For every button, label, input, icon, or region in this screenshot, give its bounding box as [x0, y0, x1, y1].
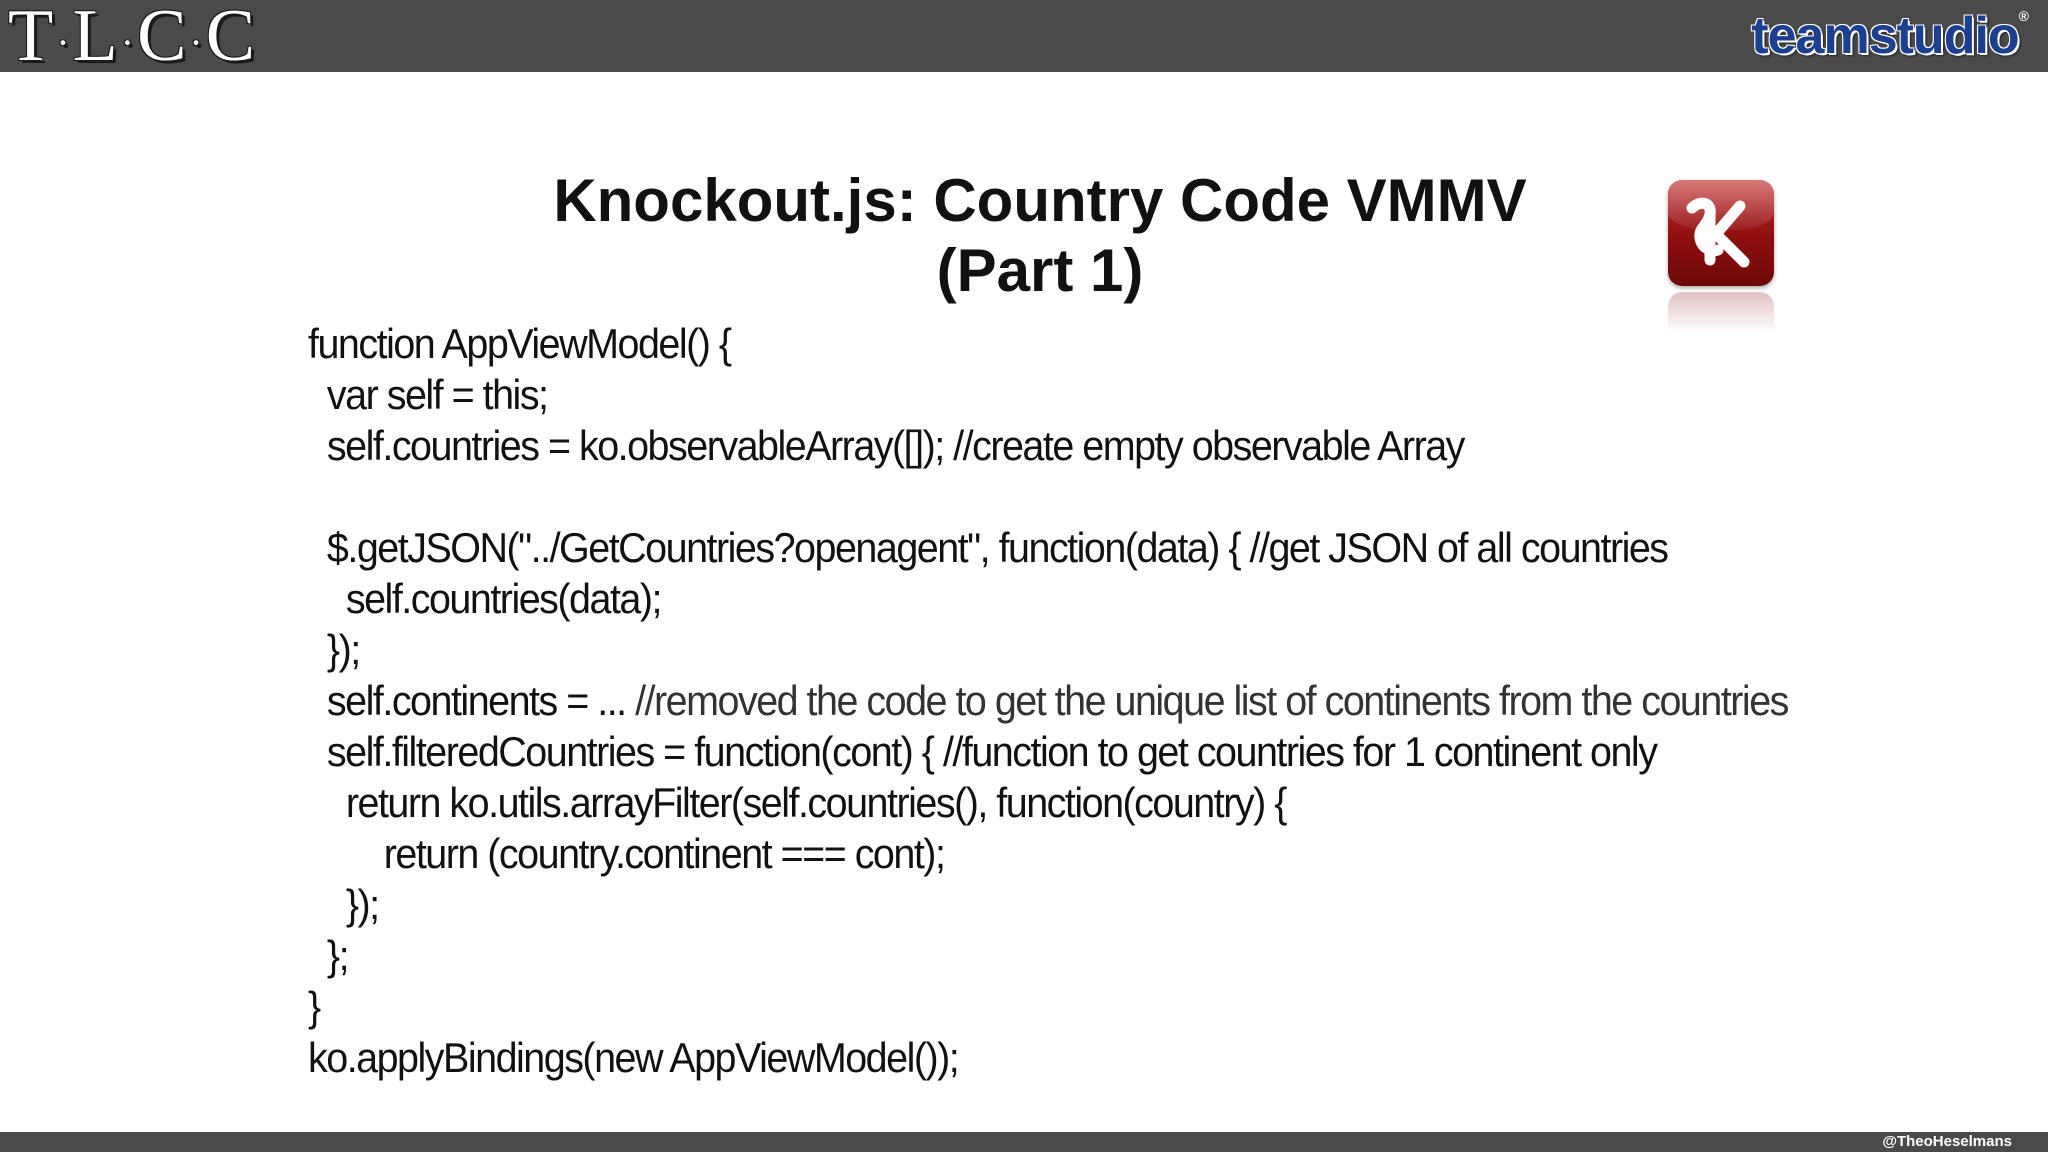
tlcc-letter-c: C	[205, 0, 257, 77]
knockout-k-glyph	[1678, 190, 1764, 276]
code-line: self.countries = ko.observableArray([]); //create empty observable Array	[308, 422, 1464, 469]
tlcc-letter-l: L	[72, 0, 119, 77]
code-line: return ko.utils.arrayFilter(self.countries(), function(country) {	[308, 779, 1286, 826]
registered-mark: ®	[2018, 8, 2028, 24]
code-line: function AppViewModel() {	[308, 320, 731, 367]
slide-title-line-2: (Part 1)	[936, 237, 1144, 304]
code-continents-comment: //removed the code to get the unique list of continents from the countries	[635, 677, 1788, 724]
code-line: self.filteredCountries = function(cont) { //function to get countries for 1 continent only	[308, 728, 1657, 775]
code-continents-statement: self.continents = ...	[308, 677, 636, 724]
tlcc-logo	[8, 0, 256, 81]
teamstudio-logo-text: teamstudio	[1751, 7, 2019, 65]
code-line: }	[308, 983, 320, 1030]
code-line: });	[308, 881, 379, 928]
code-line: self.countries(data);	[308, 575, 661, 622]
slide-title-line-1: Knockout.js: Country Code VMMV	[553, 167, 1527, 234]
code-line: };	[308, 932, 349, 979]
tlcc-letter-c: C	[137, 0, 188, 77]
author-handle: @TheoHeselmans	[1882, 1133, 2012, 1150]
tlcc-dot: ·	[120, 20, 136, 66]
code-block	[308, 318, 1812, 1083]
code-line	[308, 471, 1812, 522]
code-line: ko.applyBindings(new AppViewModel());	[308, 1034, 959, 1081]
knockout-logo-icon	[1668, 180, 1774, 286]
code-line: });	[308, 626, 360, 673]
slide-title	[240, 166, 1840, 306]
footer-bar	[0, 1132, 2048, 1152]
teamstudio-logo	[1751, 6, 2028, 66]
tlcc-letter-t: T	[8, 0, 55, 77]
code-line: return (country.continent === cont);	[308, 830, 945, 877]
code-line-continents	[308, 675, 1812, 726]
header-bar	[0, 0, 2048, 77]
code-line: var self = this;	[308, 371, 548, 418]
tlcc-dot: ·	[56, 20, 71, 66]
tlcc-dot: ·	[189, 20, 204, 66]
code-line: $.getJSON("../GetCountries?openagent", function(data) { //get JSON of all countries	[308, 524, 1668, 571]
